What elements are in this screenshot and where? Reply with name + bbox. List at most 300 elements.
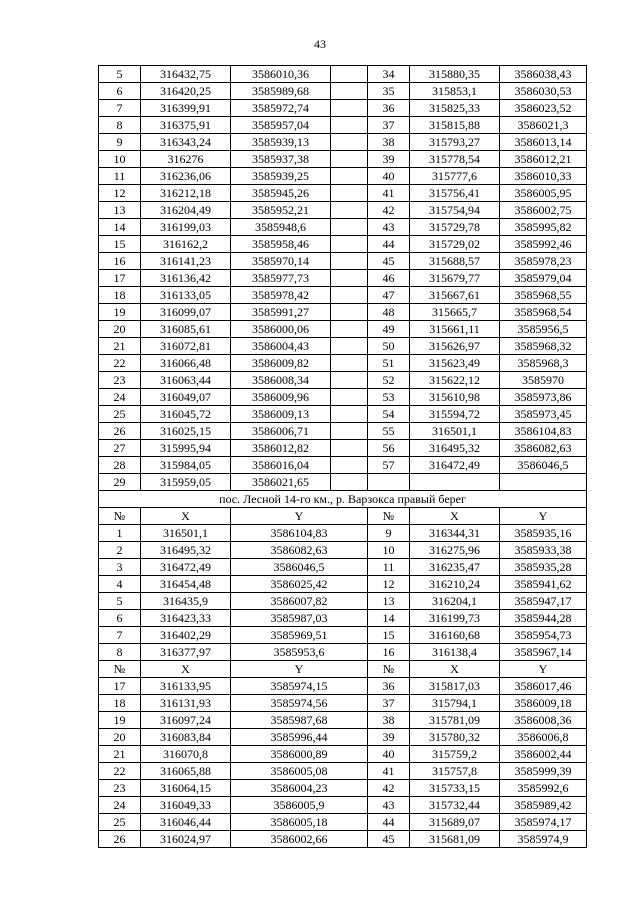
x-coordinate-cell: 316275,96	[410, 542, 500, 559]
y-coordinate-cell: 3585977,73	[231, 270, 331, 287]
point-number-cell: 9	[99, 134, 141, 151]
point-number-cell: 17	[99, 270, 141, 287]
point-number-cell: 13	[99, 202, 141, 219]
x-coordinate-cell: 316423,33	[141, 610, 231, 627]
y-coordinate-cell: 3586104,83	[231, 525, 368, 542]
table-row	[99, 202, 587, 219]
x-coordinate-cell: 315754,94	[410, 202, 500, 219]
x-coordinate-cell: 316136,42	[141, 270, 231, 287]
spacer-cell	[331, 83, 368, 100]
y-coordinate-cell: 3585974,17	[500, 814, 587, 831]
spacer-cell	[331, 389, 368, 406]
y-coordinate-cell: 3586021,3	[500, 117, 587, 134]
table-row	[99, 729, 587, 746]
x-coordinate-cell: 315688,57	[410, 253, 500, 270]
column-header-x: X	[141, 508, 231, 525]
column-header-y: Y	[231, 508, 368, 525]
y-coordinate-cell: 3586010,36	[231, 66, 331, 83]
spacer-cell	[331, 185, 368, 202]
y-coordinate-cell: 3585989,42	[500, 797, 587, 814]
x-coordinate-cell: 316133,05	[141, 287, 231, 304]
x-coordinate-cell: 316344,31	[410, 525, 500, 542]
x-coordinate-cell: 316065,88	[141, 763, 231, 780]
x-coordinate-cell: 315825,33	[410, 100, 500, 117]
x-coordinate-cell: 315729,78	[410, 219, 500, 236]
y-coordinate-cell: 3585970,14	[231, 253, 331, 270]
x-coordinate-cell: 315781,09	[410, 712, 500, 729]
y-coordinate-cell: 3586005,95	[500, 185, 587, 202]
y-coordinate-cell: 3586021,65	[231, 474, 331, 491]
y-coordinate-cell: 3585968,55	[500, 287, 587, 304]
point-number-cell: 14	[368, 610, 410, 627]
y-coordinate-cell: 3585944,28	[500, 610, 587, 627]
point-number-cell: 11	[99, 168, 141, 185]
y-coordinate-cell: 3585991,27	[231, 304, 331, 321]
x-coordinate-cell: 316199,03	[141, 219, 231, 236]
y-coordinate-cell: 3585968,54	[500, 304, 587, 321]
point-number-cell: 13	[368, 593, 410, 610]
point-number-cell: 23	[99, 780, 141, 797]
x-coordinate-cell: 316046,44	[141, 814, 231, 831]
spacer-cell	[331, 423, 368, 440]
point-number-cell: 26	[99, 831, 141, 848]
table-row	[99, 678, 587, 695]
point-number-cell: 39	[368, 151, 410, 168]
x-coordinate-cell: 315622,12	[410, 372, 500, 389]
y-coordinate-cell: 3585999,39	[500, 763, 587, 780]
table-row	[99, 474, 587, 491]
x-coordinate-cell: 316133,95	[141, 678, 231, 695]
point-number-cell: 36	[368, 100, 410, 117]
point-number-cell: 56	[368, 440, 410, 457]
point-number-cell: 2	[99, 542, 141, 559]
point-number-cell: 10	[368, 542, 410, 559]
point-number-cell: 12	[99, 185, 141, 202]
y-coordinate-cell: 3585933,38	[500, 542, 587, 559]
column-header-row	[99, 661, 587, 678]
table-row	[99, 287, 587, 304]
y-coordinate-cell: 3586046,5	[500, 457, 587, 474]
y-coordinate-cell: 3585973,45	[500, 406, 587, 423]
point-number-cell: 48	[368, 304, 410, 321]
y-coordinate-cell: 3585968,3	[500, 355, 587, 372]
y-coordinate-cell: 3586002,75	[500, 202, 587, 219]
point-number-cell: 52	[368, 372, 410, 389]
point-number-cell: 24	[99, 389, 141, 406]
x-coordinate-cell: 316083,84	[141, 729, 231, 746]
x-coordinate-cell: 316045,72	[141, 406, 231, 423]
x-coordinate-cell: 315959,05	[141, 474, 231, 491]
column-header-x: X	[410, 661, 500, 678]
point-number-cell: 21	[99, 746, 141, 763]
x-coordinate-cell: 316501,1	[410, 423, 500, 440]
table-row	[99, 270, 587, 287]
y-coordinate-cell: 3585939,25	[231, 168, 331, 185]
y-coordinate-cell: 3585987,03	[231, 610, 368, 627]
x-coordinate-cell: 316399,91	[141, 100, 231, 117]
table-row	[99, 797, 587, 814]
x-coordinate-cell: 315594,72	[410, 406, 500, 423]
x-coordinate-cell: 316025,15	[141, 423, 231, 440]
point-number-cell: 18	[99, 287, 141, 304]
table-row	[99, 355, 587, 372]
column-header-number: №	[99, 661, 141, 678]
y-coordinate-cell: 3585978,23	[500, 253, 587, 270]
y-coordinate-cell: 3586004,23	[231, 780, 368, 797]
spacer-cell	[331, 151, 368, 168]
point-number-cell: 11	[368, 559, 410, 576]
table-row	[99, 593, 587, 610]
y-coordinate-cell: 3586005,18	[231, 814, 368, 831]
x-coordinate-cell: 315667,61	[410, 287, 500, 304]
x-coordinate-cell: 315679,77	[410, 270, 500, 287]
table-row	[99, 100, 587, 117]
spacer-cell	[331, 66, 368, 83]
spacer-cell	[331, 287, 368, 304]
x-coordinate-cell: 316162,2	[141, 236, 231, 253]
point-number-cell: 37	[368, 695, 410, 712]
spacer-cell	[331, 321, 368, 338]
x-coordinate-cell: 316066,48	[141, 355, 231, 372]
table-row	[99, 542, 587, 559]
x-coordinate-cell: 316235,47	[410, 559, 500, 576]
x-coordinate-cell	[410, 474, 500, 491]
table-row	[99, 763, 587, 780]
x-coordinate-cell: 316072,81	[141, 338, 231, 355]
point-number-cell: 27	[99, 440, 141, 457]
point-number-cell: 7	[99, 100, 141, 117]
x-coordinate-cell: 316501,1	[141, 525, 231, 542]
x-coordinate-cell: 316064,15	[141, 780, 231, 797]
y-coordinate-cell: 3585937,38	[231, 151, 331, 168]
column-header-number: №	[368, 508, 410, 525]
y-coordinate-cell: 3586009,18	[500, 695, 587, 712]
column-header-number: №	[368, 661, 410, 678]
x-coordinate-cell: 316432,75	[141, 66, 231, 83]
point-number-cell: 25	[99, 406, 141, 423]
point-number-cell: 34	[368, 66, 410, 83]
table-row	[99, 610, 587, 627]
point-number-cell	[368, 474, 410, 491]
column-header-row	[99, 508, 587, 525]
point-number-cell: 16	[99, 253, 141, 270]
y-coordinate-cell: 3585941,62	[500, 576, 587, 593]
y-coordinate-cell: 3585945,26	[231, 185, 331, 202]
y-coordinate-cell: 3586046,5	[231, 559, 368, 576]
column-header-y: Y	[500, 508, 587, 525]
x-coordinate-cell: 315995,94	[141, 440, 231, 457]
point-number-cell: 55	[368, 423, 410, 440]
table-row	[99, 831, 587, 848]
x-coordinate-cell: 315689,07	[410, 814, 500, 831]
point-number-cell: 45	[368, 253, 410, 270]
point-number-cell: 15	[368, 627, 410, 644]
x-coordinate-cell: 316495,32	[141, 542, 231, 559]
point-number-cell: 16	[368, 644, 410, 661]
point-number-cell: 7	[99, 627, 141, 644]
point-number-cell: 38	[368, 134, 410, 151]
x-coordinate-cell: 316070,8	[141, 746, 231, 763]
x-coordinate-cell: 315623,49	[410, 355, 500, 372]
point-number-cell: 41	[368, 185, 410, 202]
y-coordinate-cell: 3585958,46	[231, 236, 331, 253]
table-row	[99, 168, 587, 185]
y-coordinate-cell: 3585969,51	[231, 627, 368, 644]
y-coordinate-cell: 3586000,89	[231, 746, 368, 763]
table-row	[99, 814, 587, 831]
y-coordinate-cell: 3586008,36	[500, 712, 587, 729]
y-coordinate-cell: 3586002,44	[500, 746, 587, 763]
x-coordinate-cell: 316454,48	[141, 576, 231, 593]
x-coordinate-cell: 315778,54	[410, 151, 500, 168]
point-number-cell: 37	[368, 117, 410, 134]
x-coordinate-cell: 316099,07	[141, 304, 231, 321]
y-coordinate-cell: 3585948,6	[231, 219, 331, 236]
table-row	[99, 83, 587, 100]
x-coordinate-cell: 315777,6	[410, 168, 500, 185]
column-header-x: X	[410, 508, 500, 525]
y-coordinate-cell: 3586005,08	[231, 763, 368, 780]
point-number-cell: 17	[99, 678, 141, 695]
y-coordinate-cell: 3586013,14	[500, 134, 587, 151]
x-coordinate-cell: 315759,2	[410, 746, 500, 763]
point-number-cell: 20	[99, 321, 141, 338]
spacer-cell	[331, 134, 368, 151]
point-number-cell: 51	[368, 355, 410, 372]
y-coordinate-cell: 3586023,52	[500, 100, 587, 117]
spacer-cell	[331, 253, 368, 270]
spacer-cell	[331, 457, 368, 474]
table-row	[99, 304, 587, 321]
y-coordinate-cell: 3585935,16	[500, 525, 587, 542]
y-coordinate-cell: 3586009,96	[231, 389, 331, 406]
table-row	[99, 321, 587, 338]
x-coordinate-cell: 316435,9	[141, 593, 231, 610]
point-number-cell: 26	[99, 423, 141, 440]
y-coordinate-cell: 3586008,34	[231, 372, 331, 389]
y-coordinate-cell: 3586012,82	[231, 440, 331, 457]
point-number-cell: 3	[99, 559, 141, 576]
y-coordinate-cell: 3586104,83	[500, 423, 587, 440]
y-coordinate-cell: 3585992,46	[500, 236, 587, 253]
y-coordinate-cell: 3585992,6	[500, 780, 587, 797]
y-coordinate-cell: 3586007,82	[231, 593, 368, 610]
y-coordinate-cell: 3585989,68	[231, 83, 331, 100]
table-row	[99, 746, 587, 763]
coordinates-table	[98, 65, 587, 848]
x-coordinate-cell: 316138,4	[410, 644, 500, 661]
x-coordinate-cell: 315793,27	[410, 134, 500, 151]
x-coordinate-cell: 315732,44	[410, 797, 500, 814]
point-number-cell: 5	[99, 66, 141, 83]
x-coordinate-cell: 316097,24	[141, 712, 231, 729]
y-coordinate-cell: 3586009,82	[231, 355, 331, 372]
point-number-cell: 22	[99, 355, 141, 372]
table-row	[99, 151, 587, 168]
x-coordinate-cell: 316085,61	[141, 321, 231, 338]
x-coordinate-cell: 316049,33	[141, 797, 231, 814]
x-coordinate-cell: 315756,41	[410, 185, 500, 202]
y-coordinate-cell: 3585935,28	[500, 559, 587, 576]
y-coordinate-cell: 3585970	[500, 372, 587, 389]
table-row	[99, 440, 587, 457]
y-coordinate-cell: 3586010,33	[500, 168, 587, 185]
table-row	[99, 644, 587, 661]
y-coordinate-cell: 3586012,21	[500, 151, 587, 168]
section-title-row	[99, 491, 587, 508]
table-row	[99, 780, 587, 797]
y-coordinate-cell: 3586006,71	[231, 423, 331, 440]
y-coordinate-cell	[500, 474, 587, 491]
table-row	[99, 236, 587, 253]
table-row	[99, 559, 587, 576]
x-coordinate-cell: 315757,8	[410, 763, 500, 780]
point-number-cell: 4	[99, 576, 141, 593]
x-coordinate-cell: 316049,07	[141, 389, 231, 406]
x-coordinate-cell: 315794,1	[410, 695, 500, 712]
point-number-cell: 39	[368, 729, 410, 746]
x-coordinate-cell: 316377,97	[141, 644, 231, 661]
table-row	[99, 66, 587, 83]
y-coordinate-cell: 3585939,13	[231, 134, 331, 151]
point-number-cell: 47	[368, 287, 410, 304]
y-coordinate-cell: 3586006,8	[500, 729, 587, 746]
y-coordinate-cell: 3585995,82	[500, 219, 587, 236]
x-coordinate-cell: 315853,1	[410, 83, 500, 100]
y-coordinate-cell: 3586000,06	[231, 321, 331, 338]
x-coordinate-cell: 316204,49	[141, 202, 231, 219]
point-number-cell: 42	[368, 780, 410, 797]
spacer-cell	[331, 236, 368, 253]
point-number-cell: 24	[99, 797, 141, 814]
table-row	[99, 389, 587, 406]
spacer-cell	[331, 168, 368, 185]
x-coordinate-cell: 316141,23	[141, 253, 231, 270]
table-row	[99, 627, 587, 644]
page-number: 43	[314, 37, 326, 51]
y-coordinate-cell: 3585996,44	[231, 729, 368, 746]
point-number-cell: 9	[368, 525, 410, 542]
y-coordinate-cell: 3585972,74	[231, 100, 331, 117]
x-coordinate-cell: 316402,29	[141, 627, 231, 644]
point-number-cell: 42	[368, 202, 410, 219]
x-coordinate-cell: 316343,24	[141, 134, 231, 151]
x-coordinate-cell: 315729,02	[410, 236, 500, 253]
column-header-number: №	[99, 508, 141, 525]
x-coordinate-cell: 316236,06	[141, 168, 231, 185]
point-number-cell: 41	[368, 763, 410, 780]
y-coordinate-cell: 3585947,17	[500, 593, 587, 610]
y-coordinate-cell: 3585974,15	[231, 678, 368, 695]
point-number-cell: 50	[368, 338, 410, 355]
x-coordinate-cell: 316212,18	[141, 185, 231, 202]
x-coordinate-cell: 316472,49	[141, 559, 231, 576]
y-coordinate-cell: 3586016,04	[231, 457, 331, 474]
table-row	[99, 576, 587, 593]
y-coordinate-cell: 3586038,43	[500, 66, 587, 83]
spacer-cell	[331, 406, 368, 423]
x-coordinate-cell: 316063,44	[141, 372, 231, 389]
column-header-x: X	[141, 661, 231, 678]
point-number-cell: 49	[368, 321, 410, 338]
y-coordinate-cell: 3585953,6	[231, 644, 368, 661]
x-coordinate-cell: 316210,24	[410, 576, 500, 593]
point-number-cell: 21	[99, 338, 141, 355]
point-number-cell: 6	[99, 83, 141, 100]
point-number-cell: 8	[99, 117, 141, 134]
point-number-cell: 19	[99, 712, 141, 729]
table-row	[99, 457, 587, 474]
y-coordinate-cell: 3585987,68	[231, 712, 368, 729]
x-coordinate-cell: 315626,97	[410, 338, 500, 355]
table-row	[99, 185, 587, 202]
y-coordinate-cell: 3585968,32	[500, 338, 587, 355]
x-coordinate-cell: 316375,91	[141, 117, 231, 134]
y-coordinate-cell: 3585954,73	[500, 627, 587, 644]
y-coordinate-cell: 3585952,21	[231, 202, 331, 219]
spacer-cell	[331, 372, 368, 389]
point-number-cell: 18	[99, 695, 141, 712]
table-row	[99, 338, 587, 355]
section-title: пос. Лесной 14-го км., р. Варзокса правый берег	[99, 491, 587, 508]
y-coordinate-cell: 3585979,04	[500, 270, 587, 287]
y-coordinate-cell: 3586017,46	[500, 678, 587, 695]
spacer-cell	[331, 100, 368, 117]
point-number-cell: 19	[99, 304, 141, 321]
x-coordinate-cell: 315880,35	[410, 66, 500, 83]
point-number-cell: 46	[368, 270, 410, 287]
point-number-cell: 35	[368, 83, 410, 100]
column-header-y: Y	[231, 661, 368, 678]
x-coordinate-cell: 315661,11	[410, 321, 500, 338]
point-number-cell: 40	[368, 168, 410, 185]
x-coordinate-cell: 315665,7	[410, 304, 500, 321]
x-coordinate-cell: 316199,73	[410, 610, 500, 627]
x-coordinate-cell: 316276	[141, 151, 231, 168]
spacer-cell	[331, 440, 368, 457]
table-row	[99, 253, 587, 270]
point-number-cell: 12	[368, 576, 410, 593]
point-number-cell: 53	[368, 389, 410, 406]
spacer-cell	[331, 355, 368, 372]
point-number-cell: 44	[368, 814, 410, 831]
point-number-cell: 20	[99, 729, 141, 746]
point-number-cell: 44	[368, 236, 410, 253]
x-coordinate-cell: 316131,93	[141, 695, 231, 712]
point-number-cell: 45	[368, 831, 410, 848]
spacer-cell	[331, 270, 368, 287]
x-coordinate-cell: 316420,25	[141, 83, 231, 100]
point-number-cell: 5	[99, 593, 141, 610]
y-coordinate-cell: 3586030,53	[500, 83, 587, 100]
y-coordinate-cell: 3585973,86	[500, 389, 587, 406]
spacer-cell	[331, 338, 368, 355]
table-row	[99, 219, 587, 236]
point-number-cell: 8	[99, 644, 141, 661]
table-row	[99, 712, 587, 729]
point-number-cell: 43	[368, 797, 410, 814]
x-coordinate-cell: 316160,68	[410, 627, 500, 644]
table-row	[99, 134, 587, 151]
x-coordinate-cell: 316204,1	[410, 593, 500, 610]
table-row	[99, 117, 587, 134]
y-coordinate-cell: 3585957,04	[231, 117, 331, 134]
x-coordinate-cell: 315815,88	[410, 117, 500, 134]
table-row	[99, 372, 587, 389]
table-row	[99, 525, 587, 542]
point-number-cell: 22	[99, 763, 141, 780]
y-coordinate-cell: 3585974,9	[500, 831, 587, 848]
